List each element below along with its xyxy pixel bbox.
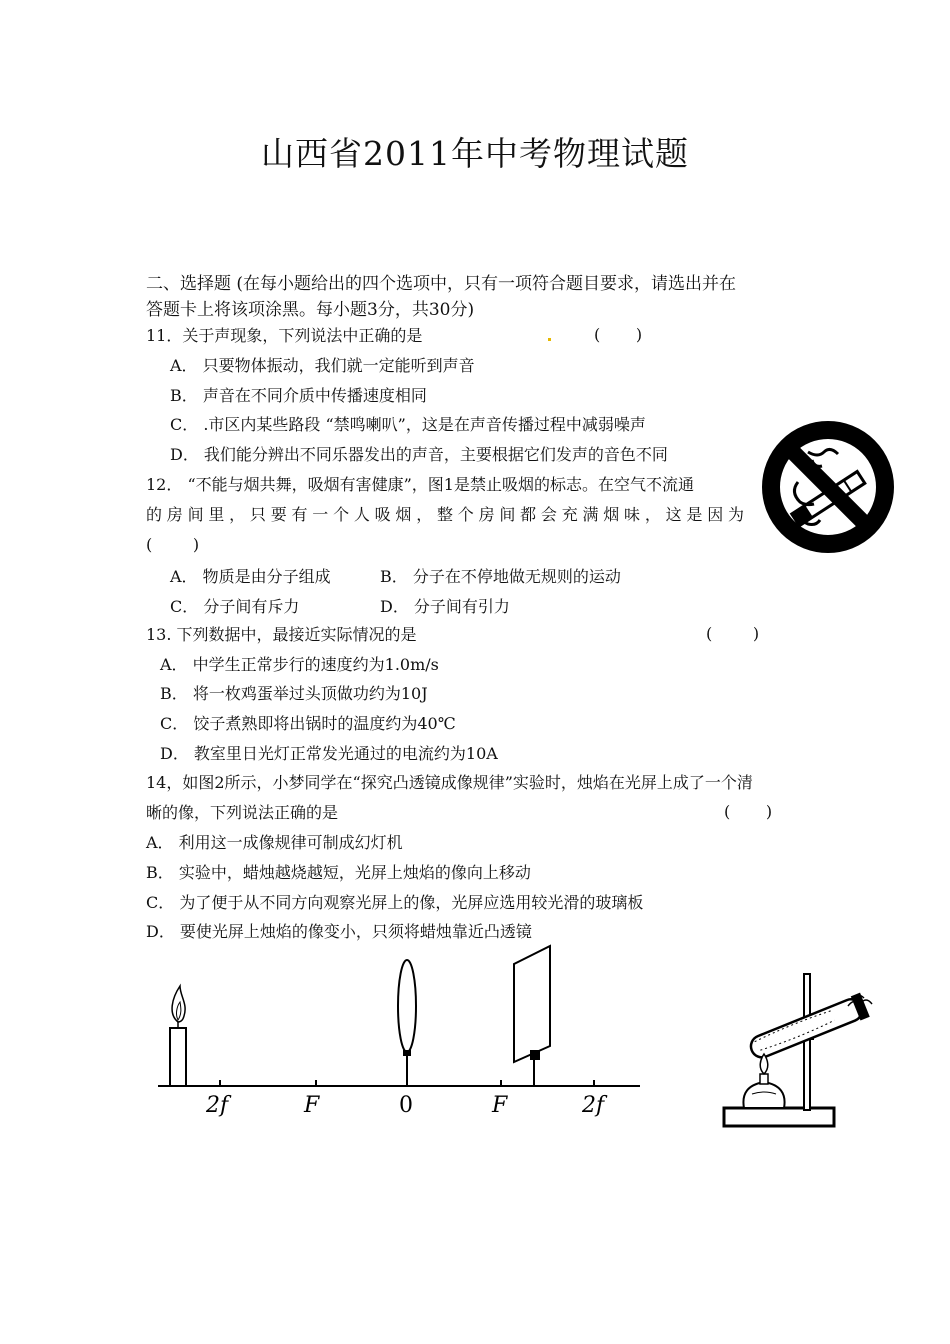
q12-stem-line2: 的房间里，只要有一个人吸烟，整个房间都会充满烟味，这是因为 — [146, 505, 744, 524]
q14-answer-paren: ( ) — [724, 802, 773, 821]
q11-option-d: D． 我们能分辨出不同乐器发出的声音，主要根据它们发声的音色不同 — [170, 445, 668, 464]
optical-bench-figure — [150, 940, 650, 1120]
q12-option-c: C． 分子间有斥力 — [170, 597, 300, 616]
q11-option-b: B． 声音在不同介质中传播速度相同 — [170, 386, 427, 405]
q13-option-a: A． 中学生正常步行的速度约为1.0m/s — [160, 655, 439, 674]
q11-stem: 11．关于声现象，下列说法中正确的是 — [146, 326, 423, 345]
q14-option-c: C． 为了便于从不同方向观察光屏上的像，光屏应选用较光滑的玻璃板 — [146, 893, 644, 912]
q13-option-d: D． 教室里日光灯正常发光通过的电流约为10A — [160, 744, 498, 763]
q12-answer-paren: ( ) — [146, 535, 200, 554]
page-title: 山西省2011年中考物理试题 — [261, 134, 689, 173]
axis-label-2f-left: 2f — [206, 1093, 229, 1118]
q14-stem-line1: 14，如图2所示，小梦同学在“探究凸透镜成像规律”实验时，烛焰在光屏上成了一个清 — [146, 773, 753, 792]
q11-option-c: C． .市区内某些路段 “禁鸣喇叭”，这是在声音传播过程中减弱噪声 — [170, 415, 646, 434]
no-smoking-icon — [760, 420, 896, 554]
axis-label-f-left: F — [304, 1093, 320, 1118]
q14-option-d: D． 要使光屏上烛焰的像变小，只须将蜡烛靠近凸透镜 — [146, 922, 532, 941]
q12-option-b: B． 分子在不停地做无规则的运动 — [380, 567, 621, 586]
q12-option-d: D． 分子间有引力 — [380, 597, 510, 616]
q11-option-a: A． 只要物体振动，我们就一定能听到声音 — [170, 356, 475, 375]
q14-stem-line2: 晰的像，下列说法正确的是 — [146, 803, 339, 822]
light-screen-icon — [514, 946, 550, 1086]
q14-option-b: B． 实验中，蜡烛越烧越短，光屏上烛焰的像向上移动 — [146, 863, 531, 882]
axis-label-2f-right: 2f — [582, 1093, 605, 1118]
axis-label-f-right: F — [492, 1093, 508, 1118]
q13-stem: 13. 下列数据中，最接近实际情况的是 — [146, 625, 417, 644]
q12-option-a: A． 物质是由分子组成 — [170, 567, 331, 586]
convex-lens-icon — [398, 960, 416, 1086]
section-header-line2: 答题卡上将该项涂黑。每小题3分，共30分) — [146, 300, 475, 320]
q12-stem-line1: 12． “不能与烟共舞，吸烟有害健康”，图1是禁止吸烟的标志。在空气不流通 — [146, 475, 694, 494]
section-header-line1: 二、选择题 (在每小题给出的四个选项中，只有一项符合题目要求，请选出并在 — [146, 274, 737, 294]
q13-option-c: C． 饺子煮熟即将出锅时的温度约为40℃ — [160, 714, 456, 733]
axis-label-zero: 0 — [399, 1093, 413, 1118]
test-tube-heating-icon — [720, 970, 880, 1135]
q11-answer-paren: ( ) — [594, 325, 643, 344]
candle-icon — [170, 986, 186, 1086]
q13-option-b: B． 将一枚鸡蛋举过头顶做功约为10J — [160, 684, 428, 703]
stray-dot — [548, 338, 551, 341]
q14-option-a: A． 利用这一成像规律可制成幻灯机 — [146, 833, 403, 852]
q13-answer-paren: ( ) — [706, 624, 760, 643]
